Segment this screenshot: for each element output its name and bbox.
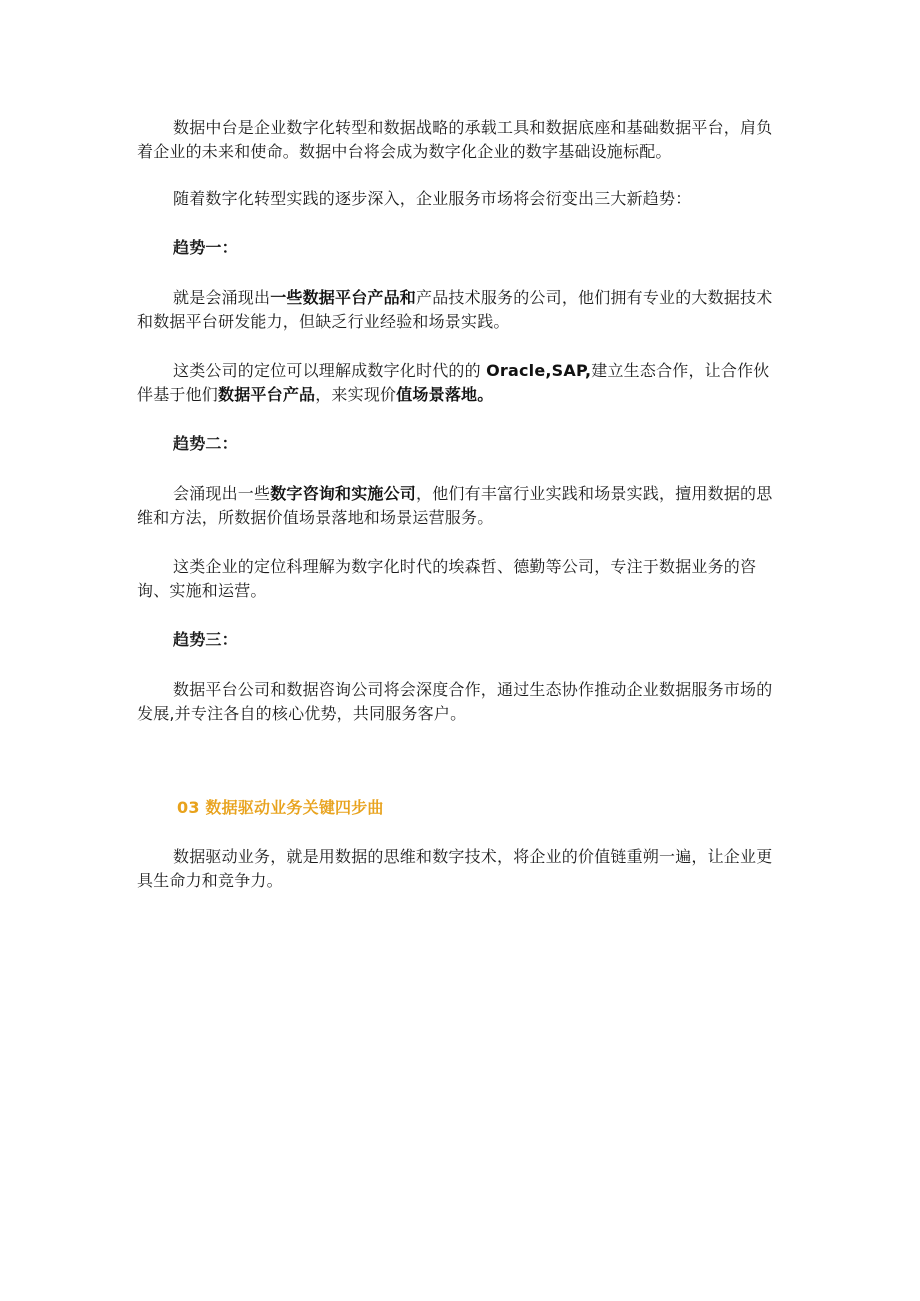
bold-run: 值场景落地。 (396, 385, 494, 404)
text-run: 建立生态合作，让合作伙伴基于他们 (137, 361, 770, 404)
document-body (137, 116, 785, 918)
trend-three-heading: 趋势三： (173, 630, 238, 649)
text-run: ，来实现价 (315, 385, 397, 404)
paragraph-trend-two-positioning: 这类企业的定位科理解为数字化时代的埃森哲、德勤等公司，专注于数据业务的咨询、实施和运营。 (137, 557, 757, 600)
text-run: ，他们有丰富行业实践和场景实践，擅用数据的思维和方法，所数据价值场景落地和场景运营服务。 (137, 484, 773, 527)
paragraph-trend-one-positioning (137, 359, 785, 407)
trend-two-heading: 趋势二： (173, 434, 238, 453)
paragraph-trend-two (137, 482, 785, 530)
paragraph-trend-one (137, 286, 785, 334)
paragraph-trends-lead: 随着数字化转型实践的逐步深入，企业服务市场将会衍变出三大新趋势： (173, 189, 692, 208)
paragraph-trend-three: 数据平台公司和数据咨询公司将会深度合作，通过生态协作推动企业数据服务市场的发展,并专注各自的核心优势，共同服务客户。 (137, 680, 773, 723)
text-run: 就是会涌现出 (173, 288, 271, 307)
paragraph-intro: 数据中台是企业数字化转型和数据战略的承载工具和数据底座和基础数据平台，肩负着企业的未来和使命。数据中台将会成为数字化企业的数字基础设施标配。 (137, 118, 773, 161)
text-run: 产品技术服务的公司，他们拥有专业的大数据技术和数据平台研发能力，但缺乏行业经验和场景实践。 (137, 288, 773, 331)
trend-one-heading: 趋势一： (173, 238, 238, 257)
bold-run: Oracle,SAP, (486, 361, 592, 380)
paragraph-data-driven: 数据驱动业务，就是用数据的思维和数字技术，将企业的价值链重朔一遍，让企业更具生命力和竞争力。 (137, 847, 773, 890)
bold-run: 数据平台产品 (218, 385, 316, 404)
bold-run: 一些数据平台产品和 (270, 288, 417, 307)
text-run: 会涌现出一些 (173, 484, 271, 503)
bold-run: 数字咨询和实施公司 (270, 484, 417, 503)
text-run: 这类公司的定位可以理解成数字化时代的的 (173, 361, 487, 380)
section-title: 03 数据驱动业务关键四步曲 (177, 798, 384, 817)
